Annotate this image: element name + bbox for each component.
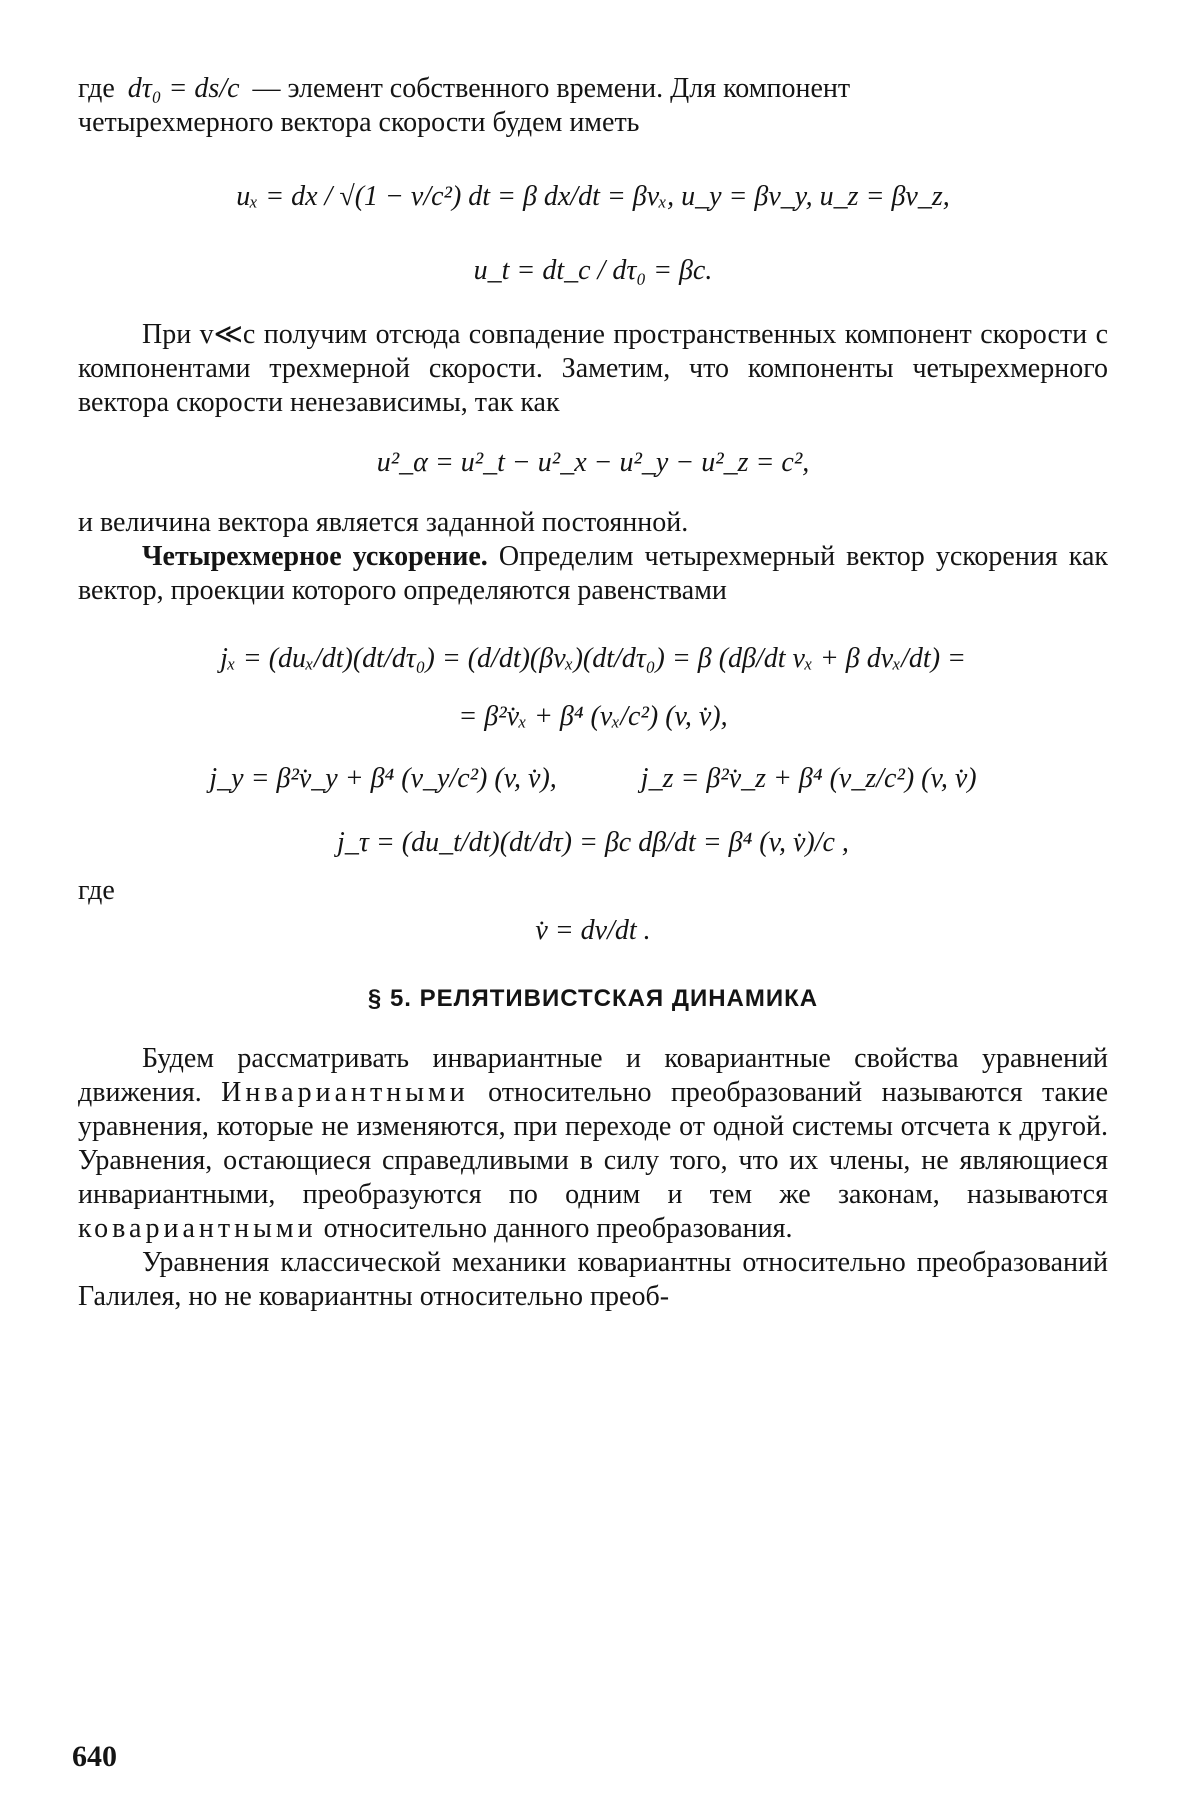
paragraph-galilean: Уравнения классической механики ковариантны относительно преобразований Галилея, но не ковариантны относительно преоб- (78, 1247, 1108, 1312)
equation-jt: j_τ = (du_t/dt)(dt/dτ) = βc dβ/dt = β⁴ (v, v̇)/c , (337, 827, 849, 858)
equation-jy-jz (78, 762, 1108, 796)
invariance-text-a: Будем рассматривать инвариантные и ковариантные свойства уравнений движения. (78, 1043, 1108, 1108)
equation-time-component: u_t = dt_c / dτ₀ = βc. (473, 255, 713, 286)
equation-norm: u²_α = u²_t − u²_x − u²_y − u²_z = c², (376, 447, 810, 478)
equation-jx-line2: = β²v̇ₓ + β⁴ (vₓ/c²) (v, v̇), (458, 701, 728, 732)
intro-line-2: четырехмерного вектора скорости будем иметь (78, 107, 640, 138)
paragraph-acceleration (78, 540, 1108, 608)
invariance-term-2: ковариантными (78, 1213, 317, 1244)
intro-gde: где (78, 73, 115, 104)
acceleration-heading: Четырехмерное ускорение. (142, 541, 488, 572)
acceleration-text: Определим четырехмерный вектор ускорения как вектор, проекции которого определяются равенствами (78, 541, 1108, 606)
equation-jz: j_z = β²v̇_z + β⁴ (v_z/c²) (v, v̇) (640, 763, 977, 794)
page-content (78, 72, 1108, 1314)
invariance-text-c: относительно данного преобразования. (323, 1213, 793, 1244)
proper-time-formula: dτ₀ = ds/c (127, 73, 240, 104)
equation-vdot: v̇ = dv/dt . (535, 915, 651, 946)
invariance-term-1: Инвариантными (221, 1077, 469, 1108)
invariance-text-b: относительно преобразований называются такие уравнения, которые не изменяются, при переходе от одной системы отсчета к другой. Уравнения, остающиеся справедливыми в силу того, что их члены, не являющиеся инвариантными, преобразуются по одним и тем же законам, называются (78, 1077, 1109, 1210)
equation-velocity-components: uₓ = dx / √(1 − v/c²) dt = β dx/dt = βvₓ, u_y = βv_y, u_z = βv_z, (236, 181, 950, 212)
label-gde: где (78, 875, 115, 906)
equation-jx-line1: jₓ = (duₓ/dt)(dt/dτ₀) = (d/dt)(βvₓ)(dt/dτ₀) = β (dβ/dt vₓ + β dvₓ/dt) = (220, 643, 966, 674)
paragraph-independence: При v≪c получим отсюда совпадение пространственных компонент скорости с компонентами трехмерной скорости. Заметим, что компоненты четырехмерного вектора скорости ненезависимы, так как (78, 319, 1108, 418)
paragraph-constant: и величина вектора является заданной постоянной. (78, 507, 689, 538)
intro-line-1 (78, 72, 1108, 106)
equation-jy: j_y = β²v̇_y + β⁴ (v_y/c²) (v, v̇), (209, 763, 557, 794)
section-heading: § 5. РЕЛЯТИВИСТСКАЯ ДИНАМИКА (367, 985, 819, 1012)
paragraph-invariance (78, 1042, 1108, 1246)
intro-continuation: — элемент собственного времени. Для компонент (252, 73, 851, 104)
page-number: 640 (72, 1740, 117, 1773)
